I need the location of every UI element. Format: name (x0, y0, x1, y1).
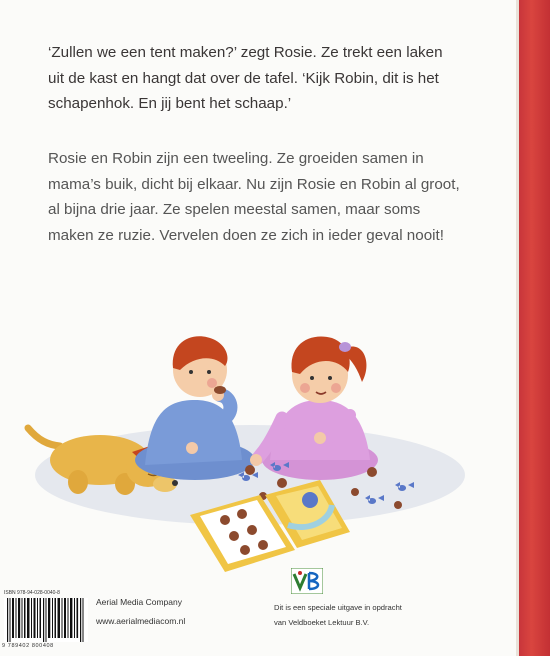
story-line: maken ze ruzie. Vervelen doen ze zich in ieder geval nooit! (48, 226, 444, 244)
girl-figure (250, 336, 378, 480)
veldboeket-logo (291, 568, 323, 594)
publisher-website: www.aerialmediacom.nl (96, 616, 186, 626)
story-line: schapenhok. En jij bent het schaap.’ (48, 95, 292, 112)
boy-figure (135, 336, 255, 480)
barcode-digits: 9 789402 800408 (2, 643, 54, 649)
story-paragraph-1 (48, 40, 488, 117)
book-spine (519, 0, 550, 656)
special-edition-line-2: van Veldboeket Lektuur B.V. (274, 618, 370, 627)
story-line: ‘Zullen we een tent maken?’ zegt Rosie. Ze trekt een laken (48, 44, 443, 61)
isbn-label: ISBN 978-94-028-0040-8 (4, 590, 60, 596)
story-line: uit de kast en hangt dat over de tafel. ‘Kijk Robin, dit is het (48, 69, 439, 87)
story-line: Rosie en Robin zijn een tweeling. Ze groeiden samen in (48, 150, 424, 167)
barcode-image (4, 598, 88, 642)
story-line: mama’s buik, dicht bij elkaar. Nu zijn Rosie en Robin al groot, (48, 175, 460, 193)
story-line: al bijna drie jaar. Ze spelen meestal samen, maar soms (48, 201, 421, 218)
story-paragraph-2 (48, 146, 488, 248)
twins-playing-illustration (20, 300, 470, 580)
special-edition-line-1: Dit is een speciale uitgave in opdracht (274, 603, 402, 612)
publisher-name: Aerial Media Company (96, 597, 182, 607)
